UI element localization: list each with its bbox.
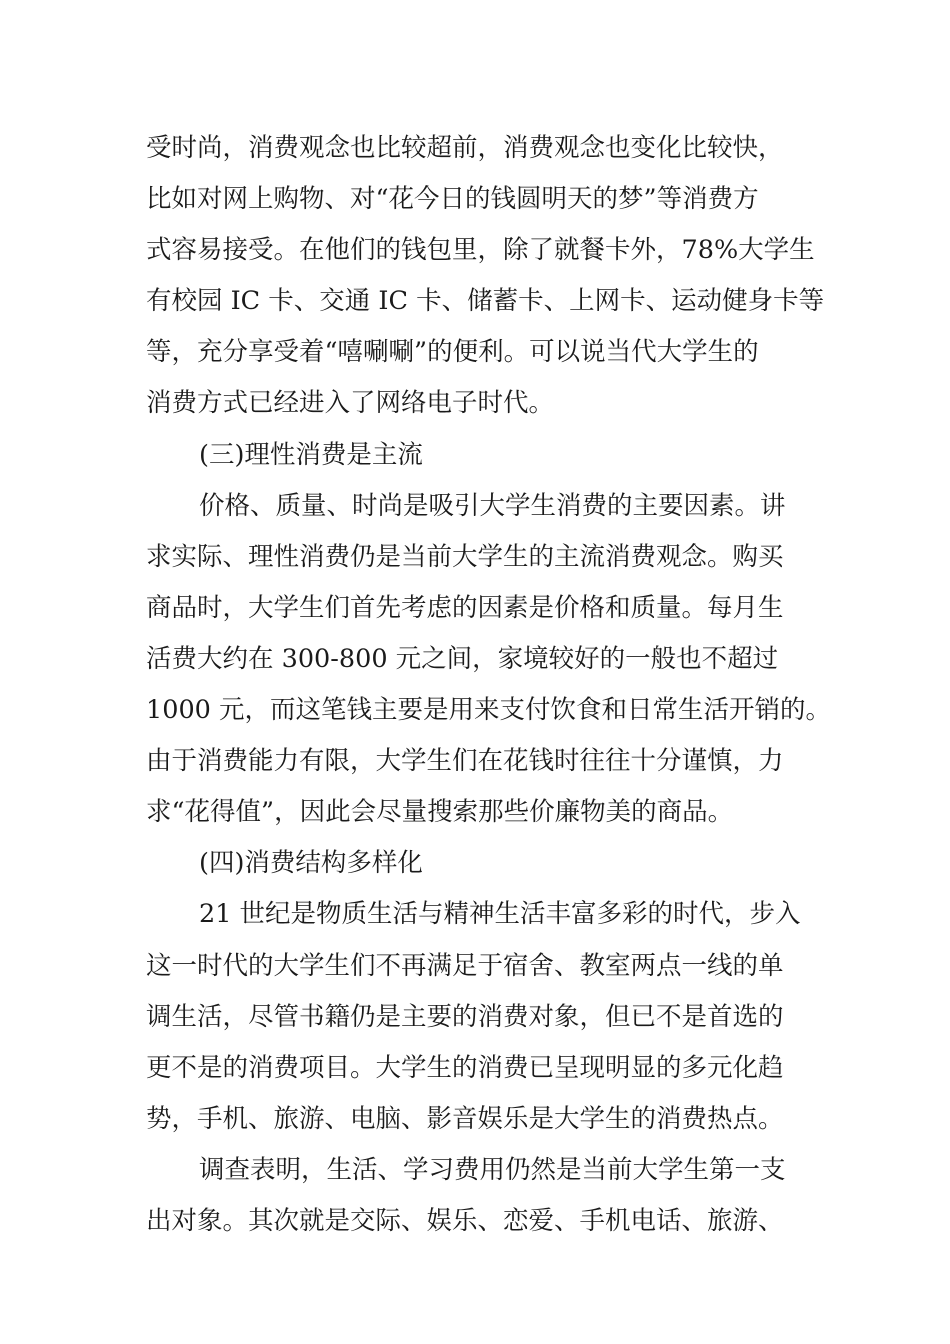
text-line: 求实际、理性消费仍是当前大学生的主流消费观念。购买	[146, 541, 784, 572]
text-line: 更不是的消费项目。大学生的消费已呈现明显的多元化趋	[146, 1052, 784, 1083]
text-line: 由于消费能力有限，大学生们在花钱时往往十分谨慎，力	[146, 746, 784, 777]
text-line: 势，手机、旅游、电脑、影音娱乐是大学生的消费热点。	[146, 1103, 784, 1134]
text-line: 调生活，尽管书籍仍是主要的消费对象，但已不是首选的	[146, 1001, 784, 1032]
text-line: (三)理性消费是主流	[199, 439, 423, 470]
text-line: (四)消费结构多样化	[199, 848, 423, 879]
text-line: 价格、质量、时尚是吸引大学生消费的主要因素。讲	[199, 490, 786, 521]
text-line: 等，充分享受着“嘻唰唰”的便利。可以说当代大学生的	[146, 337, 759, 368]
text-line: 求“花得值”，因此会尽量搜索那些价廉物美的商品。	[146, 797, 734, 828]
text-line: 这一时代的大学生们不再满足于宿舍、教室两点一线的单	[146, 950, 784, 981]
text-line: 1000 元，而这笔钱主要是用来支付饮食和日常生活开销的。	[146, 695, 832, 726]
text-line: 式容易接受。在他们的钱包里，除了就餐卡外，78%大学生	[146, 235, 815, 266]
text-line: 有校园 IC 卡、交通 IC 卡、储蓄卡、上网卡、运动健身卡等	[146, 286, 825, 317]
text-line: 受时尚，消费观念也比较超前，消费观念也变化比较快，	[146, 133, 784, 163]
text-line: 出对象。其次就是交际、娱乐、恋爱、手机电话、旅游、	[146, 1205, 784, 1236]
text-line: 21 世纪是物质生活与精神生活丰富多彩的时代，步入	[199, 899, 801, 930]
text-line: 商品时，大学生们首先考虑的因素是价格和质量。每月生	[146, 592, 784, 623]
text-line: 消费方式已经进入了网络电子时代。	[146, 388, 555, 419]
text-line: 调查表明，生活、学习费用仍然是当前大学生第一支	[199, 1154, 786, 1185]
body-text	[146, 123, 832, 1247]
text-line: 活费大约在 300-800 元之间，家境较好的一般也不超过	[146, 643, 779, 674]
text-line: 比如对网上购物、对“花今日的钱圆明天的梦”等消费方	[146, 184, 759, 215]
